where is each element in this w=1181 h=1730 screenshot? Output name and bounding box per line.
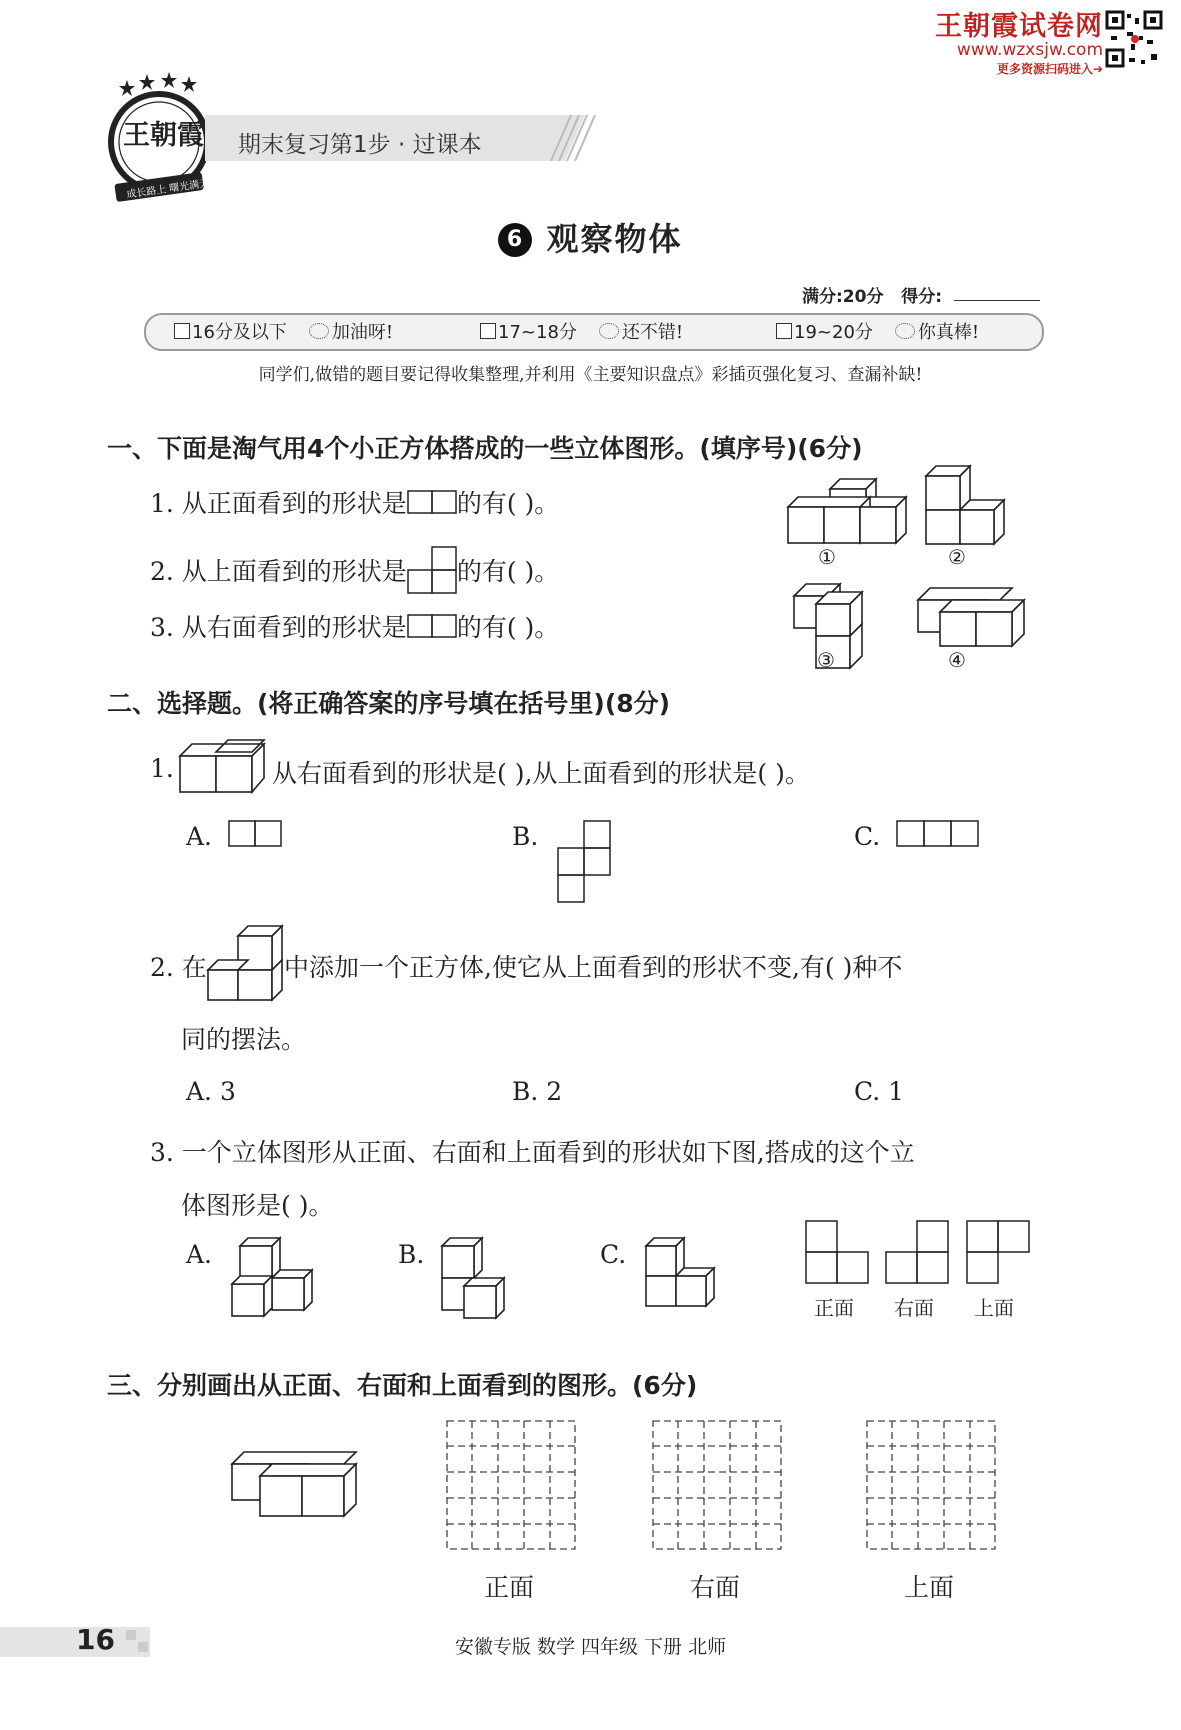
question-text: 3. 从右面看到的形状是 <box>150 613 407 642</box>
brand-qr-text: 更多资源扫码进入➔ <box>996 62 1103 76</box>
question-text: 1. 从正面看到的形状是 <box>150 489 407 518</box>
s2-q1-opt-a[interactable]: A. <box>186 822 213 851</box>
s2-q1-opt-c[interactable]: C. <box>854 822 881 851</box>
question-text: 2. 从上面看到的形状是 <box>150 557 407 586</box>
view-label-front: 正面 <box>814 1296 854 1320</box>
drawing-grid-top[interactable] <box>866 1420 996 1550</box>
s2-q3-opt-a-figure <box>230 1236 314 1320</box>
s2-q2-opt-b[interactable]: B. 2 <box>512 1077 563 1106</box>
figure-label-3: ③ <box>817 648 835 672</box>
s2-q1-number: 1. <box>150 754 174 783</box>
rating-comment: 还不错! <box>621 322 684 343</box>
view-shape-icon <box>407 614 457 638</box>
s2-q1-opt-a-shape <box>228 820 288 848</box>
grid-label-top: 上面 <box>904 1573 955 1602</box>
figure-label-4: ④ <box>948 648 966 672</box>
figure-label-1: ① <box>818 545 836 569</box>
s2-q3-opt-a[interactable]: A. <box>186 1240 213 1269</box>
score-full: 满分:20分 <box>802 287 884 307</box>
rating-range: 17~18分 <box>498 322 577 343</box>
s2-q3-view-top <box>966 1220 1032 1286</box>
s2-q2-cube-figure <box>208 926 288 1002</box>
s2-q1-cube-figure <box>180 738 270 798</box>
cube-figure-1-top <box>788 475 888 545</box>
s2-q2-opt-a[interactable]: A. 3 <box>186 1077 236 1106</box>
s1-question-2 <box>150 546 559 594</box>
rating-range: 19~20分 <box>794 322 873 343</box>
grid-label-front: 正面 <box>484 1573 535 1602</box>
checkbox-icon[interactable] <box>174 323 190 339</box>
s2-q3-opt-c[interactable]: C. <box>600 1240 627 1269</box>
s2-q2-b: 中添加一个正方体,使它从上面看到的形状不变,有( )种不 <box>284 953 903 982</box>
s1-question-3 <box>150 608 559 644</box>
checkbox-icon[interactable] <box>776 323 792 339</box>
view-shape-icon <box>407 546 457 594</box>
view-shape-icon <box>407 490 457 514</box>
grid-label-right: 右面 <box>690 1573 741 1602</box>
s2-q1-opt-c-shape <box>896 820 982 848</box>
s2-q1-text: 从右面看到的形状是( ),从上面看到的形状是( )。 <box>272 759 810 788</box>
section3-title: 三、分别画出从正面、右面和上面看到的图形。(6分) <box>107 1371 698 1400</box>
s3-cube-figure <box>232 1452 362 1532</box>
rating-range: 16分及以下 <box>192 322 287 343</box>
figure-label-2: ② <box>948 545 966 569</box>
logo-text: 王朝霞 <box>123 120 204 151</box>
s2-q3-view-front <box>805 1220 871 1286</box>
cube-figure-4 <box>918 588 1028 658</box>
qr-code-icon[interactable] <box>1105 10 1163 68</box>
rating-item-1[interactable] <box>174 318 393 344</box>
brand-title: 王朝霞试卷网 <box>935 11 1103 42</box>
chapter-title <box>0 214 1181 260</box>
drawing-grid-front[interactable] <box>446 1420 576 1550</box>
s2-q3-opt-b[interactable]: B. <box>398 1240 425 1269</box>
logo-slogan: 成长路上 曙光满天 <box>125 178 210 201</box>
smiley-icon <box>895 323 915 339</box>
question-text: 的有( )。 <box>456 557 560 586</box>
score-line <box>802 282 942 307</box>
s2-q2-opt-c[interactable]: C. 1 <box>854 1077 905 1106</box>
section2-title: 二、选择题。(将正确答案的序号填在括号里)(8分) <box>107 689 671 718</box>
s2-q1-opt-b-shape <box>556 820 616 904</box>
s2-q1-opt-b[interactable]: B. <box>512 822 539 851</box>
rating-comment: 你真棒! <box>917 322 980 343</box>
view-label-top: 上面 <box>974 1296 1014 1320</box>
s2-q3-opt-b-figure <box>440 1236 524 1320</box>
question-text: 的有( )。 <box>456 613 560 642</box>
s2-q3-a: 3. 一个立体图形从正面、右面和上面看到的形状如下图,搭成的这个立 <box>150 1138 915 1167</box>
chapter-title-text: 观察物体 <box>546 220 683 258</box>
cube-figure-2 <box>926 466 1016 546</box>
s2-q3-b: 体图形是( )。 <box>181 1191 334 1220</box>
question-text: 的有( )。 <box>456 489 560 518</box>
page-number: 16 <box>76 1623 115 1656</box>
notice-text: 同学们,做错的题目要记得收集整理,并利用《主要知识盘点》彩插页强化复习、查漏补缺! <box>258 365 923 385</box>
rating-item-3[interactable] <box>776 318 979 344</box>
checkbox-icon[interactable] <box>480 323 496 339</box>
smiley-icon <box>309 323 329 339</box>
footer-text: 安徽专版 数学 四年级 下册 北师 <box>454 1636 727 1658</box>
s2-q3-view-right <box>885 1220 951 1286</box>
smiley-icon <box>599 323 619 339</box>
s2-q2-c: 同的摆法。 <box>181 1025 307 1054</box>
section1-title: 一、下面是淘气用4个小正方体搭成的一些立体图形。(填序号)(6分) <box>107 434 863 463</box>
s2-q3-opt-c-figure <box>644 1236 724 1310</box>
brand-url: www.wzxsjw.com <box>956 40 1103 60</box>
cube-figure-3 <box>794 580 884 670</box>
rating-item-2[interactable] <box>480 318 683 344</box>
chapter-number: 6 <box>498 223 532 257</box>
drawing-grid-right[interactable] <box>652 1420 782 1550</box>
banner-title: 期末复习第1步 · 过课本 <box>238 132 482 158</box>
score-blank[interactable] <box>954 300 1040 301</box>
s2-q2-a: 2. 在 <box>150 953 207 982</box>
view-label-right: 右面 <box>894 1296 934 1320</box>
s1-question-1 <box>150 484 559 520</box>
score-got-label: 得分: <box>901 287 943 307</box>
rating-comment: 加油呀! <box>331 322 394 343</box>
